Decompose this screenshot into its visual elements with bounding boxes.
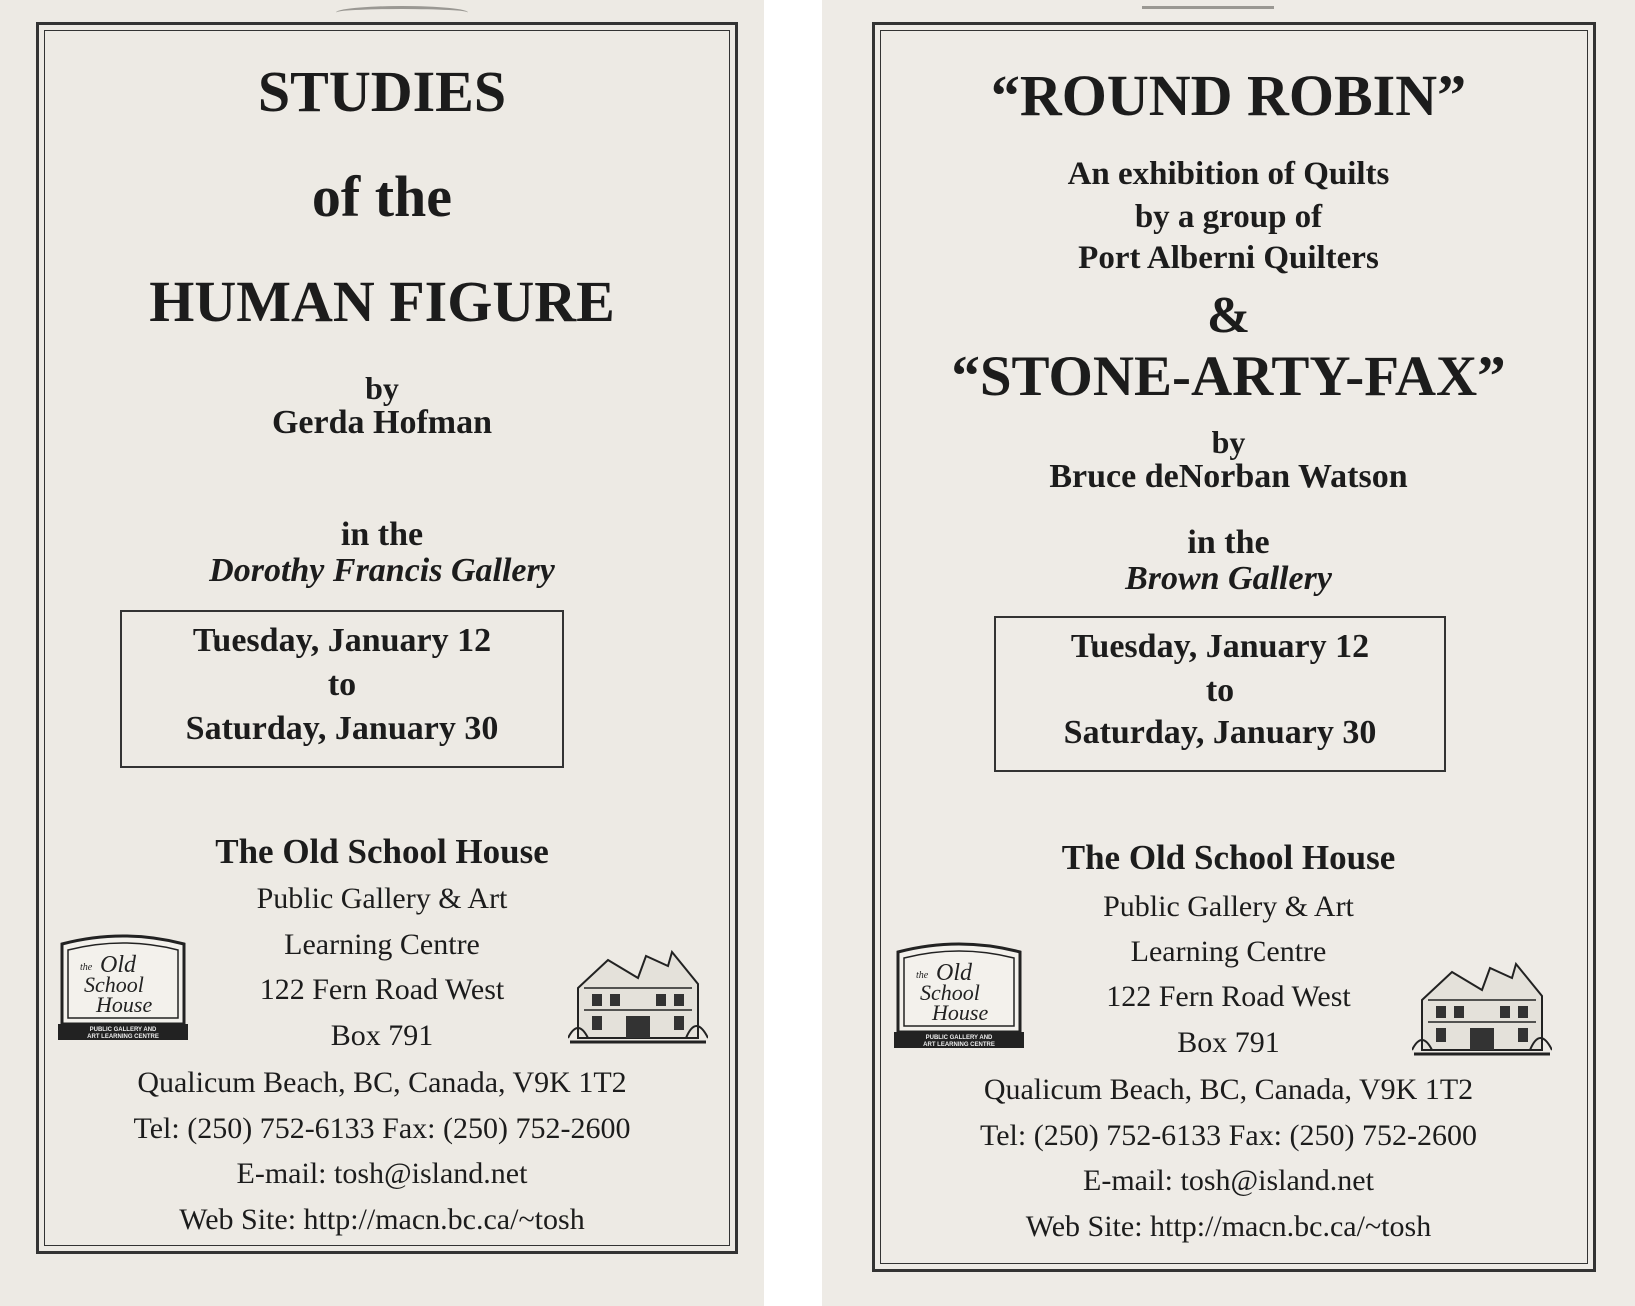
phone-line: Tel: (250) 752-6133 Fax: (250) 752-2600 [980,1119,1477,1152]
exhibition-card-right [822,0,1635,1306]
date-until: Saturday, January 30 [185,710,499,747]
city-line: Qualicum Beach, BC, Canada, V9K 1T2 [983,1073,1474,1106]
title-line-1: “ROUND ROBIN” [990,63,1467,128]
website-line: Web Site: http://macn.bc.ca/~tosh [1025,1210,1432,1243]
title-line-2: “STONE-ARTY-FAX” [951,345,1506,408]
ampersand: & [1206,287,1251,344]
date-box [994,616,1446,772]
svg-text:School: School [84,972,144,997]
address-line-2: Learning Centre [1130,935,1327,968]
svg-text:School: School [920,980,980,1005]
subtitle-line-3: Port Alberni Quilters [1078,240,1379,276]
subtitle-line-2: by a group of [1134,199,1323,235]
school-house-sketch [568,938,708,1048]
svg-text:ART LEARNING CENTRE: ART LEARNING CENTRE [923,1042,995,1048]
school-house-sketch [1412,950,1552,1060]
address-line-4: Box 791 [1177,1026,1280,1059]
in-the-label: in the [340,516,424,553]
title-line-2: of the [311,164,453,229]
address-line-2: Learning Centre [284,928,480,961]
old-school-house-logo [892,940,1026,1050]
gallery-name: Brown Gallery [1125,560,1332,597]
title-line-1: STUDIES [257,59,507,124]
old-school-house-logo [56,932,190,1042]
email-line: E-mail: tosh@island.net [236,1157,528,1190]
city-line: Qualicum Beach, BC, Canada, V9K 1T2 [137,1066,627,1099]
address-line-3: 122 Fern Road West [1106,980,1351,1013]
website-line: Web Site: http://macn.bc.ca/~tosh [179,1203,585,1236]
date-box [120,610,564,768]
date-from: Tuesday, January 12 [1070,628,1370,665]
phone-line: Tel: (250) 752-6133 Fax: (250) 752-2600 [133,1112,631,1145]
date-until: Saturday, January 30 [1063,714,1377,751]
venue-name: The Old School House [1061,838,1396,877]
svg-text:the: the [916,970,929,981]
exhibition-card-left [0,0,764,1306]
title-line-3: HUMAN FIGURE [149,269,615,334]
artist-name: Bruce deNorban Watson [1049,458,1408,495]
svg-text:PUBLIC GALLERY AND: PUBLIC GALLERY AND [89,1027,157,1033]
by-label: by [1211,424,1246,460]
svg-text:ART LEARNING CENTRE: ART LEARNING CENTRE [87,1034,159,1040]
address-line-1: Public Gallery & Art [256,882,508,915]
artist-name: Gerda Hofman [271,404,493,441]
address-line-1: Public Gallery & Art [1103,890,1354,923]
svg-text:House: House [96,992,153,1017]
svg-text:the: the [80,962,93,973]
in-the-label: in the [1187,524,1270,561]
address-line-4: Box 791 [330,1019,434,1052]
svg-text:House: House [932,1000,989,1025]
email-line: E-mail: tosh@island.net [1083,1164,1374,1197]
subtitle-line-1: An exhibition of Quilts [1067,156,1390,192]
date-from: Tuesday, January 12 [192,622,492,659]
gallery-name: Dorothy Francis Gallery [209,552,555,589]
date-to: to [327,666,357,703]
svg-text:Old: Old [100,952,136,978]
svg-text:PUBLIC GALLERY AND: PUBLIC GALLERY AND [925,1035,993,1041]
venue-name: The Old School House [215,832,549,871]
address-line-3: 122 Fern Road West [259,973,505,1006]
svg-text:Old: Old [936,960,972,986]
by-label: by [365,370,399,406]
date-to: to [1205,672,1235,709]
